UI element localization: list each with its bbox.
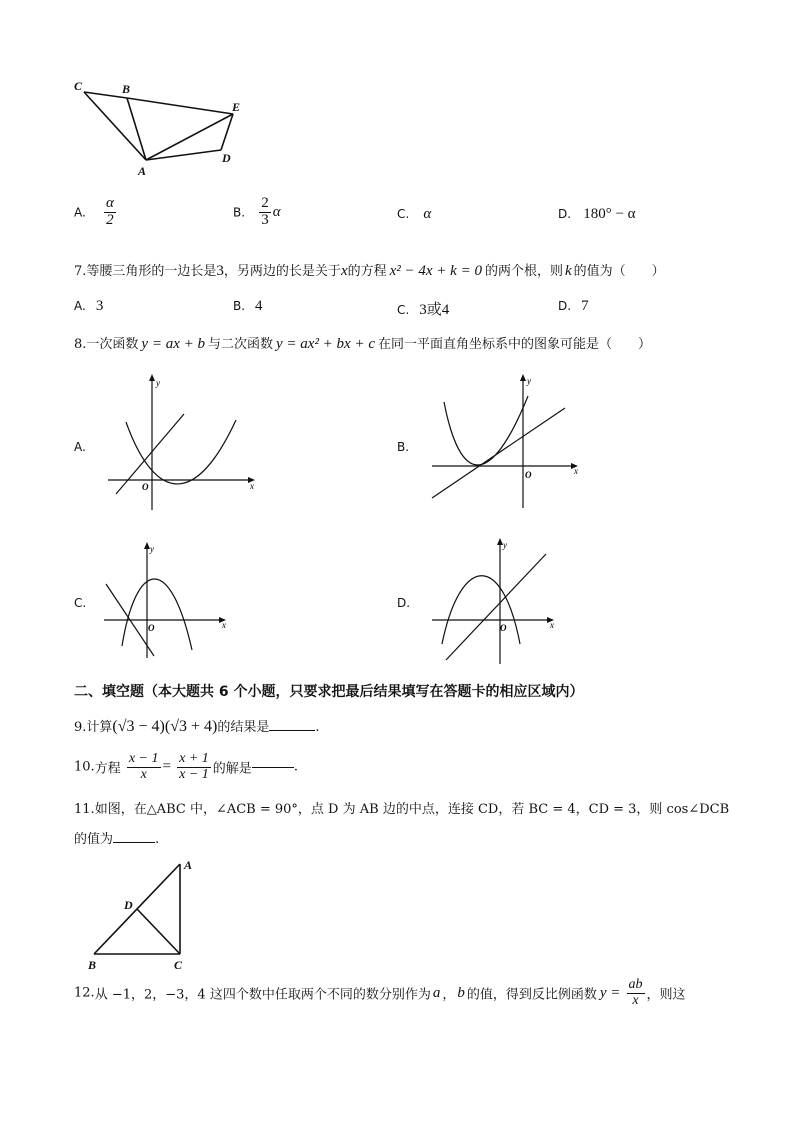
stem-text: ，则这 — [646, 987, 686, 1003]
denominator: x − 1 — [179, 766, 209, 782]
expression-a: (√3 − 4) — [112, 718, 165, 735]
denominator: 2 — [106, 211, 114, 228]
x-label: x — [250, 481, 254, 491]
q9-stem — [74, 716, 320, 736]
q7-option-c[interactable] — [397, 298, 449, 319]
q10-stem — [74, 752, 298, 782]
label-a: A — [138, 164, 147, 178]
origin-label: O — [525, 470, 532, 480]
answer-blank[interactable] — [269, 730, 315, 731]
variable-x: x — [340, 263, 348, 279]
q6-option-a[interactable] — [74, 196, 118, 229]
stem-text: 的值为（ ） — [573, 264, 665, 279]
q8-graph-b[interactable] — [428, 372, 588, 512]
q7-stem — [74, 260, 665, 280]
function-fraction — [627, 978, 645, 1008]
quadratic-function: y = ax² + bx + c — [276, 336, 375, 352]
q8-graph-b-letter: B. — [397, 440, 410, 454]
option-letter: A. — [74, 299, 86, 313]
label-e: E — [232, 100, 241, 114]
option-value: 3或4 — [419, 302, 450, 318]
fraction — [104, 196, 116, 229]
option-letter: D. — [558, 207, 572, 221]
answer-blank[interactable] — [113, 842, 155, 843]
parabola — [126, 420, 236, 484]
variable-k: k — [564, 263, 572, 279]
option-value: 180° − α — [583, 206, 636, 222]
fraction-rhs — [177, 752, 211, 782]
y-arrow — [149, 374, 155, 381]
option-letter: C. — [397, 303, 410, 317]
section-heading: 二、填空题（本大题共 6 个小题，只要求把最后结果填写在答题卡的相应区域内） — [74, 684, 584, 700]
numerator: x + 1 — [179, 751, 209, 766]
label-b: B — [122, 82, 131, 96]
y-label: y — [503, 540, 507, 550]
q11-stem-line2 — [74, 828, 159, 847]
option-value: 7 — [581, 298, 589, 314]
x-label: x — [550, 620, 554, 630]
label-a: A — [184, 858, 193, 872]
expression-b: (√3 + 4) — [164, 718, 218, 735]
numerator: α — [105, 195, 114, 211]
period: . — [293, 759, 298, 775]
segment-ca — [84, 92, 146, 160]
question-number: 12. — [74, 985, 95, 1001]
stem-text: 的结果是 — [217, 720, 270, 735]
question-number: 9. — [74, 720, 87, 735]
line — [446, 554, 546, 660]
stem-text: 如图，在△ABC 中，∠ACB = 90°，点 D 为 AB 边的中点，连接 CD，若 BC = 4，CD = 3，则 cos∠DCB — [94, 802, 730, 817]
q8-graph-a-letter: A. — [74, 440, 86, 454]
origin-label: O — [148, 623, 155, 633]
y-label: y — [527, 376, 531, 386]
numerator: 2 — [261, 195, 269, 211]
equals-sign: = — [162, 758, 171, 775]
numerator: ab — [628, 977, 643, 992]
q7-option-d[interactable] — [558, 298, 589, 315]
label-d: D — [124, 898, 133, 912]
segment-ae — [146, 114, 233, 160]
q7-option-b[interactable] — [233, 298, 263, 315]
option-letter: B. — [233, 205, 246, 220]
stem-text: 等腰三角形的一边长是 — [86, 264, 217, 279]
q7-option-a[interactable] — [74, 298, 103, 315]
q8-graph-a[interactable] — [106, 372, 266, 512]
option-value: 4 — [255, 298, 263, 314]
label-d: D — [222, 151, 231, 165]
alpha-symbol: α — [272, 203, 281, 220]
segment-be — [127, 98, 233, 114]
origin-label: O — [142, 482, 149, 492]
period: . — [315, 720, 320, 735]
option-value: 3 — [95, 298, 104, 314]
question-number: 8. — [74, 337, 87, 352]
question-number: 11. — [74, 802, 95, 817]
linear-function: y = ax + b — [141, 336, 205, 352]
stem-text: 的两个根，则 — [484, 264, 563, 279]
equation: x² − 4x + k = 0 — [389, 263, 482, 279]
segment-ad — [146, 150, 221, 160]
stem-text: 计算 — [86, 720, 113, 735]
label-c: C — [74, 79, 83, 93]
side-value: 3 — [216, 263, 224, 279]
separator: ， — [442, 987, 456, 1003]
y-label: y — [156, 378, 160, 388]
label-c: C — [174, 958, 183, 972]
stem-text: 一次函数 — [86, 337, 139, 352]
stem-text: 从 −1，2，−3，4 这四个数中任取两个不同的数分别作为 — [94, 987, 431, 1003]
numerator: x − 1 — [128, 751, 159, 766]
denominator: x — [632, 992, 639, 1008]
label-b: B — [88, 958, 97, 972]
q6-quadrilateral-figure — [70, 78, 255, 178]
option-value: α — [423, 206, 432, 222]
stem-text: 的方程 — [347, 264, 387, 279]
option-letter: A. — [74, 205, 86, 220]
x-label: x — [574, 466, 578, 476]
stem-text: ，另两边的长是关于 — [223, 264, 341, 279]
fraction-lhs — [127, 752, 161, 782]
question-number: 10. — [74, 759, 95, 775]
parabola — [444, 396, 528, 465]
fraction — [259, 196, 271, 229]
answer-blank[interactable] — [252, 767, 294, 768]
q11-stem-line1 — [74, 798, 729, 817]
stem-text: 与二次函数 — [207, 337, 273, 352]
parabola — [442, 576, 520, 644]
variable-a: a — [432, 984, 441, 1001]
denominator: x — [140, 766, 147, 782]
q8-graph-c[interactable] — [100, 540, 240, 660]
stem-text: 的解是 — [212, 761, 252, 777]
option-letter: B. — [233, 299, 246, 313]
stem-text: 方程 — [94, 761, 121, 777]
line — [116, 414, 184, 494]
q8-graph-c-letter: C. — [74, 596, 87, 610]
x-label: x — [222, 620, 226, 630]
parabola — [122, 579, 192, 650]
q6-option-b[interactable] — [233, 196, 281, 229]
denominator: 3 — [261, 211, 269, 228]
variable-b: b — [457, 984, 465, 1001]
stem-text: 在同一平面直角坐标系中的图象可能是（ ） — [378, 337, 652, 352]
q12-stem — [74, 978, 686, 1008]
y-arrow — [520, 374, 526, 381]
stem-text: 的值为 — [74, 832, 114, 847]
period: . — [155, 832, 160, 847]
q6-option-d[interactable] — [558, 206, 636, 223]
q6-option-c[interactable] — [397, 206, 431, 223]
question-number: 7. — [74, 264, 87, 279]
origin-label: O — [500, 623, 507, 633]
y-label: y — [150, 544, 154, 554]
stem-text: 的值，得到反比例函数 — [466, 987, 597, 1003]
q8-graph-d-letter: D. — [397, 596, 411, 610]
q11-triangle-figure — [84, 854, 199, 976]
option-letter: D. — [558, 299, 572, 313]
line — [432, 408, 565, 498]
function-lhs: y = — [599, 984, 621, 1001]
q8-graph-d[interactable] — [428, 536, 568, 666]
segment-cb — [84, 92, 127, 98]
option-letter: C. — [397, 207, 410, 221]
q8-stem — [74, 333, 651, 353]
segment-cd — [137, 909, 180, 954]
